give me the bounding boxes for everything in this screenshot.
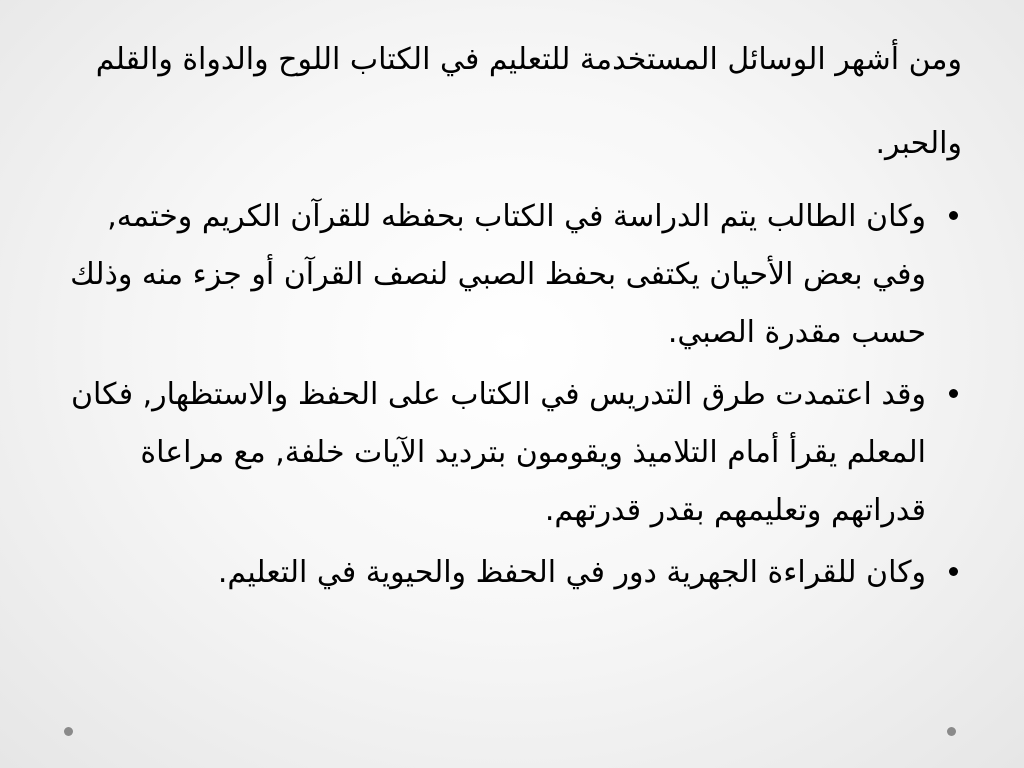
bullet-dot-icon <box>949 211 958 220</box>
decorative-dot-icon <box>64 727 73 736</box>
bullet-list <box>62 188 962 602</box>
bullet-item <box>62 366 962 540</box>
decorative-dot-icon <box>947 727 956 736</box>
slide-content <box>62 18 962 606</box>
bullet-dot-icon <box>949 567 958 576</box>
intro-paragraph: ومن أشهر الوسائل المستخدمة للتعليم في الكتاب اللوح والدواة والقلم والحبر. <box>95 42 962 161</box>
bullet-item <box>62 188 962 362</box>
bullet-item <box>62 544 962 602</box>
bullet-text: وكان الطالب يتم الدراسة في الكتاب بحفظه للقرآن الكريم وختمه, وفي بعض الأحيان يكتفى بحفظ الصبي لنصف القرآن أو جزء منه وذلك حسب مقدرة الصبي. <box>70 199 926 350</box>
bullet-text: وكان للقراءة الجهرية دور في الحفظ والحيوية في التعليم. <box>217 555 926 590</box>
bullet-text: وقد اعتمدت طرق التدريس في الكتاب على الحفظ والاستظهار, فكان المعلم يقرأ أمام التلاميذ ويقومون بترديد الآيات خلفة, مع مراعاة قدراتهم وتعليمهم بقدر قدرتهم. <box>70 377 926 528</box>
bullet-dot-icon <box>949 389 958 398</box>
